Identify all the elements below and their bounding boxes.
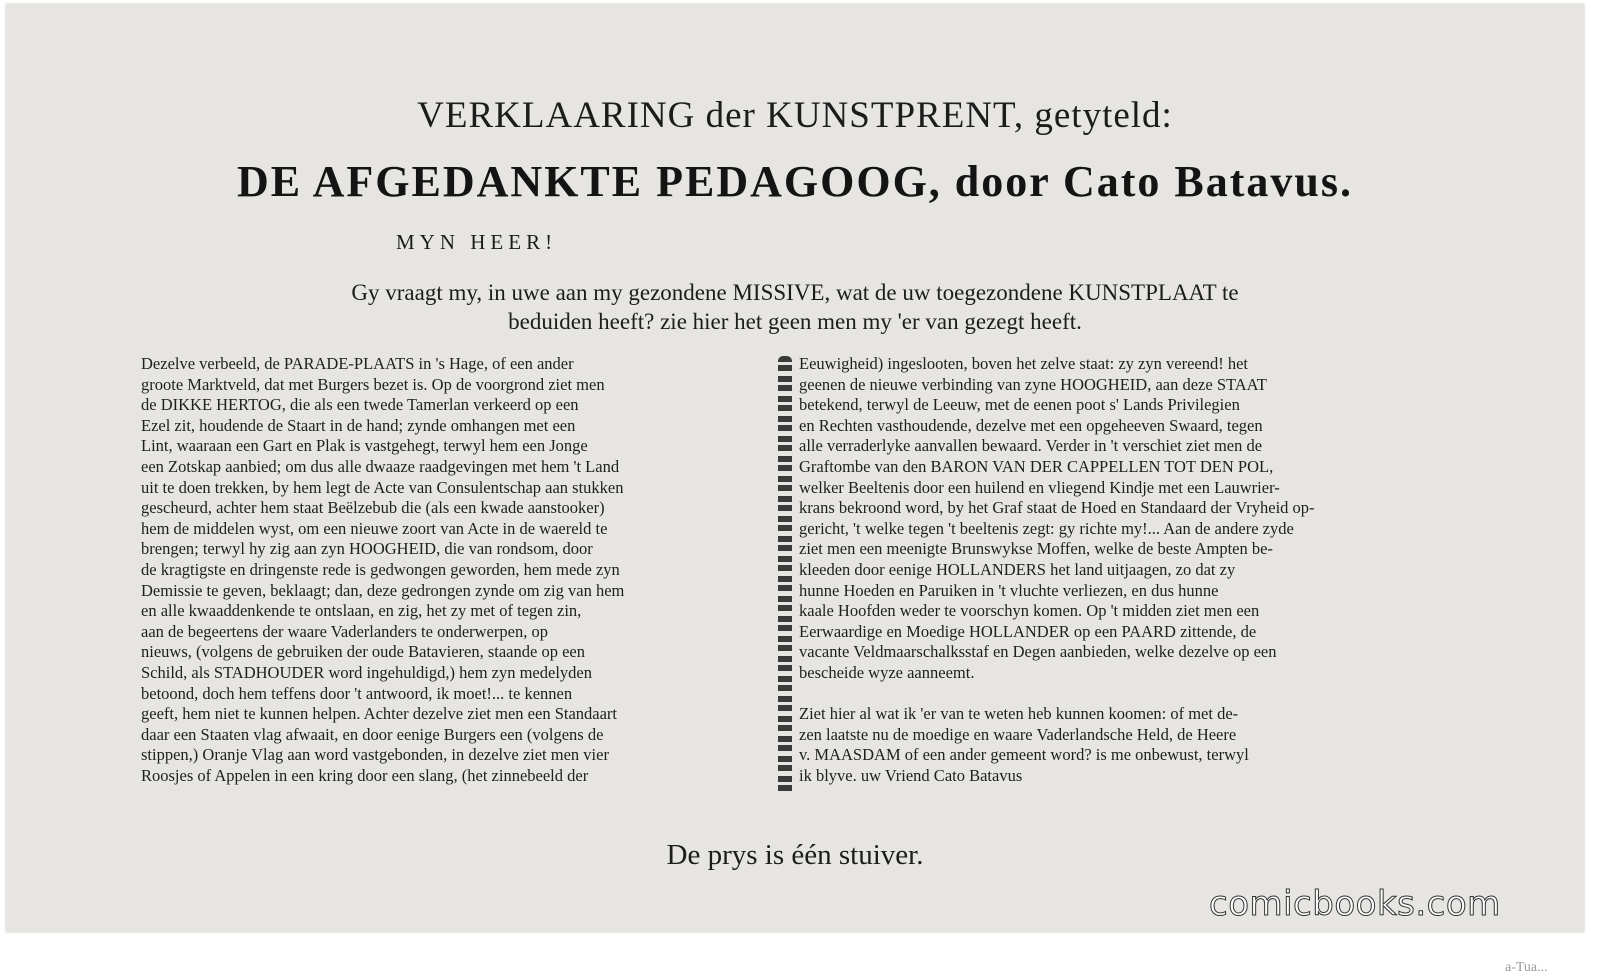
text-line: bescheide wyze aanneemt.: [799, 662, 975, 682]
text-line: v. MAASDAM of een ander gemeent word? is me onbewust, terwyl: [799, 745, 1249, 765]
text-line: ziet men een meenigte Brunswykse Moffen, welke de beste Ampten be-: [799, 539, 1273, 559]
text-line: Eerwaardige en Moedige HOLLANDER op een PAARD zittende, de: [799, 621, 1257, 641]
title-line-2: DE AFGEDANKTE PEDAGOOG, door Cato Batavus.: [236, 157, 1354, 206]
text-line: welker Beeltenis door een huilend en vliegend Kindje met een Lauwrier-: [799, 477, 1280, 497]
text-line: gescheurd, achter hem staat Beëlzebub die (als een kwade aanstooker): [141, 498, 605, 518]
intro-line: beduiden heeft? zie hier het geen men my 'er van gezegt heeft.: [508, 309, 1082, 334]
corner-mark: a-Tua...: [1505, 960, 1548, 975]
text-line: de kragtigste en dringenste rede is gedwongen geworden, hem mede zyn: [141, 559, 620, 579]
text-line: alle verraderlyke aanvallen bewaard. Verder in 't verschiet ziet men de: [799, 436, 1263, 456]
text-line: gericht, 't welke tegen 't beeltenis zegt: gy richte my!... Aan de andere zyde: [799, 518, 1294, 538]
text-line: en alle kwaaddenkende te ontslaan, en zig, het zy met of tegen zin,: [141, 601, 582, 621]
text-line: betoond, doch hem teffens door 't antwoord, ik moet!... te kennen: [141, 683, 573, 703]
text-line: en Rechten vasthoudende, dezelve met een opgeheeven Swaard, tegen: [799, 415, 1263, 435]
text-line: uit te doen trekken, by hem legt de Acte van Consulentschap aan stukken: [141, 477, 624, 497]
text-line: zen laatste nu de moedige en waare Vaderlandsche Held, de Heere: [799, 724, 1237, 744]
text-line: Demissie te geven, beklaagt; dan, deze gedrongen zynde om zig van hem: [141, 580, 625, 600]
text-line: hunne Hoeden en Paruiken in 't vluchte verliezen, en dus hunne: [799, 580, 1219, 600]
text-line: kaale Hoofden weder te voorschyn komen. Op 't midden ziet men een: [799, 601, 1260, 621]
paragraph-gap: [799, 684, 1451, 705]
text-line: geenen de nieuwe verbinding van zyne HOOGHEID, aan deze STAAT: [799, 374, 1267, 394]
text-line: de DIKKE HERTOG, die als een twede Tamerlan verkeerd op een: [141, 395, 579, 415]
text-line: groote Marktveld, dat met Burgers bezet is. Op de voorgrond ziet men: [141, 374, 605, 394]
text-line: Roosjes of Appelen in een kring door een slang, (het zinnebeeld der: [141, 765, 589, 785]
title-line-1: VERKLAARING der KUNSTPRENT, getyteld:: [417, 95, 1173, 136]
column-divider-ornament: [778, 356, 792, 796]
text-line: Ezel zit, houdende de Staart in de hand; zynde omhangen met een: [141, 415, 576, 435]
text-line: Graftombe van den BARON VAN DER CAPPELLEN TOT DEN POL,: [799, 456, 1274, 476]
left-column: [141, 354, 781, 786]
text-line: Dezelve verbeeld, de PARADE-PLAATS in 's Hage, of een ander: [141, 354, 574, 373]
text-line: krans bekroond word, by het Graf staat de Hoed en Standaard der Vryheid op-: [799, 498, 1315, 518]
text-line: Lint, waaraan een Gart en Plak is vastgehegt, terwyl hem een Jonge: [141, 436, 588, 456]
text-line: een Zotskap aanbied; om dus alle dwaaze raadgevingen met hem 't Land: [141, 456, 620, 476]
text-line: stippen,) Oranje Vlag aan word vastgebonden, in dezelve ziet men vier: [141, 745, 609, 765]
broadside-sheet: [6, 4, 1584, 932]
text-line: Schild, als STADHOUDER word ingehuldigd,) hem zyn medelyden: [141, 662, 592, 682]
right-column: [799, 354, 1451, 786]
text-line: nieuws, (volgens de gebruiken der oude Batavieren, staande op een: [141, 642, 585, 662]
signature-line: ik blyve. uw Vriend Cato Batavus: [799, 765, 1023, 785]
text-line: kleeden door eenige HOLLANDERS het land uitjaagen, zo dat zy: [799, 559, 1236, 579]
text-line: betekend, terwyl de Leeuw, met de eenen poot s' Lands Privilegien: [799, 395, 1240, 415]
text-line: Eeuwigheid) ingeslooten, boven het zelve staat: zy zyn vereend! het: [799, 354, 1248, 373]
text-line: daar een Staaten vlag afwaait, en door eenige Burgers een (volgens de: [141, 724, 604, 744]
text-line: geeft, hem niet te kunnen helpen. Achter dezelve ziet men een Standaart: [141, 704, 618, 724]
price-line: De prys is één stuiver.: [666, 839, 924, 871]
salutation: MYN HEER!: [396, 230, 558, 254]
text-line: aan de begeertens der waare Vaderlanders te onderwerpen, op: [141, 621, 548, 641]
intro-paragraph: [6, 278, 1584, 336]
text-line: Ziet hier al wat ik 'er van te weten heb kunnen koomen: of met de-: [799, 704, 1239, 724]
intro-line: Gy vraagt my, in uwe aan my gezondene MISSIVE, wat de uw toegezondene KUNSTPLAAT te: [351, 280, 1239, 305]
watermark: comicbooks.com: [1209, 884, 1501, 924]
text-line: hem de middelen wyst, om een nieuwe zoort van Acte in de waereld te: [141, 518, 608, 538]
text-line: brengen; terwyl hy zig aan zyn HOOGHEID, die van rondsom, door: [141, 539, 593, 559]
text-line: vacante Veldmaarschalksstaf en Degen aanbieden, welke dezelve op een: [799, 642, 1277, 662]
